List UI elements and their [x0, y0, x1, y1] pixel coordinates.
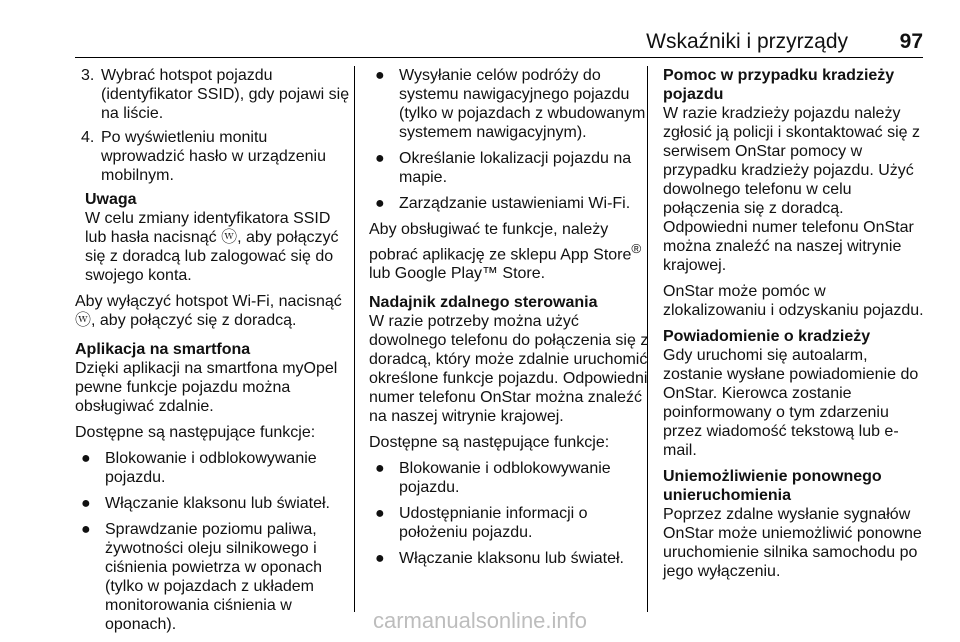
step-text: Po wyświetleniu monitu wprowadzić hasło w urządzeniu mobilnym.: [101, 129, 326, 184]
step-text: Wybrać hotspot pojazdu (identyfikator SSID), gdy pojawi się na liście.: [101, 67, 350, 122]
list-item: ● Wysyłanie celów podróży do systemu nawigacyjnego pojazdu (tylko w pojazdach z wbudowanym systemem nawigacyjnym).: [375, 67, 646, 141]
section-heading: Powiadomienie o kradzieży: [663, 328, 871, 345]
bullet-icon: ●: [375, 505, 385, 523]
bullet-icon: ●: [375, 150, 385, 167]
column-right: [663, 66, 925, 588]
list-item: ● Blokowanie i odblokowywanie pojazdu.: [375, 460, 611, 497]
paragraph: Dostępne są następujące funkcje:: [75, 424, 316, 441]
note-box: [75, 190, 355, 285]
registered-mark: ®: [631, 241, 642, 256]
header-rule: [75, 57, 923, 58]
paragraph: OnStar może pomóc w zlokalizowaniu i odzyskaniu pojazdu.: [663, 283, 924, 319]
column-left: [75, 66, 355, 641]
bullet-icon: ●: [81, 495, 91, 512]
bullet-icon: ●: [81, 521, 91, 538]
step-number: 4.: [81, 129, 95, 146]
bullet-icon: ●: [375, 550, 385, 568]
step-number: 3.: [81, 67, 95, 84]
list-item: ● Sprawdzanie poziomu paliwa, żywotności oleju silnikowego i ciśnienia powietrza w oponach (tylko w pojazdach z układem monitorowania ciśnienia w oponach).: [81, 521, 323, 633]
section-heading: Pomoc w przypadku kradzieży pojazdu: [663, 67, 895, 103]
bullet-icon: ●: [375, 195, 385, 212]
section-heading: Aplikacja na smartfona: [75, 341, 251, 358]
page-title: Wskaźniki i przyrządy: [646, 30, 848, 53]
step-item: [75, 128, 355, 185]
paragraph: Gdy uruchomi się autoalarm, zostanie wysłane powiadomienie do OnStar. Kierowca zostanie poinformowany o tym zdarzeniu przez wiadomość tekstową lub e-mail.: [663, 347, 919, 459]
paragraph: Poprzez zdalne wysłanie sygnałów OnStar może uniemożliwić ponowne uruchomienie silnika samochodu po jego wyłączeniu.: [663, 506, 922, 580]
bullet-icon: ●: [375, 67, 385, 84]
page-number: 97: [899, 30, 923, 53]
paragraph: W razie kradzieży pojazdu należy zgłosić ją policji i skontaktować się z serwisem OnStar pomocy w przypadku kradzieży pojazdu. Użyć dowolnego telefonu w celu połączenia się z doradcą. Odpowiedni numer telefonu OnStar można znaleźć na naszej witrynie krajowej.: [663, 105, 920, 274]
paragraph: Aby obsługiwać te funkcje, należy pobrać aplikację ze sklepu App Store® lub Google Play™ Store.: [369, 221, 642, 283]
list-item: ● Określanie lokalizacji pojazdu na mapie.: [375, 150, 632, 186]
list-item: ● Zarządzanie ustawieniami Wi-Fi.: [375, 195, 631, 212]
list-item: ● Udostępnianie informacji o położeniu pojazdu.: [375, 505, 588, 542]
list-item: ● Włączanie klaksonu lub świateł.: [375, 550, 624, 568]
list-item: ● Włączanie klaksonu lub świateł.: [81, 495, 330, 512]
section-heading: Uniemożliwienie ponownego unieruchomienia: [663, 468, 882, 504]
paragraph: W razie potrzeby można użyć dowolnego telefonu do połączenia się z doradcą, który może zdalnie uruchomić określone funkcje pojazdu. Odpowiedni numer telefonu OnStar można znaleźć na naszej witrynie krajowej.: [369, 313, 649, 426]
note-title: Uwaga: [85, 191, 137, 208]
paragraph: Dostępne są następujące funkcje:: [369, 434, 610, 452]
paragraph: Dzięki aplikacji na smartfona myOpel pewne funkcje pojazdu można obsługiwać zdalnie.: [75, 360, 338, 415]
watermark: carmanualsonline.info: [372, 608, 588, 633]
list-item: ● Blokowanie i odblokowywanie pojazdu.: [81, 450, 317, 486]
section-heading: Nadajnik zdalnego sterowania: [369, 294, 598, 312]
step-item: [75, 66, 355, 123]
paragraph: Aby wyłączyć hotspot Wi-Fi, nacisnąć ⓦ, aby połączyć się z doradcą.: [75, 293, 342, 329]
bullet-icon: ●: [375, 460, 385, 478]
column-middle: [369, 66, 649, 575]
note-text: W celu zmiany identyfikatora SSID lub hasła nacisnąć ⓦ, aby połączyć się z doradcą lub zalogować się do swojego konta.: [85, 210, 339, 284]
bullet-icon: ●: [81, 450, 91, 467]
